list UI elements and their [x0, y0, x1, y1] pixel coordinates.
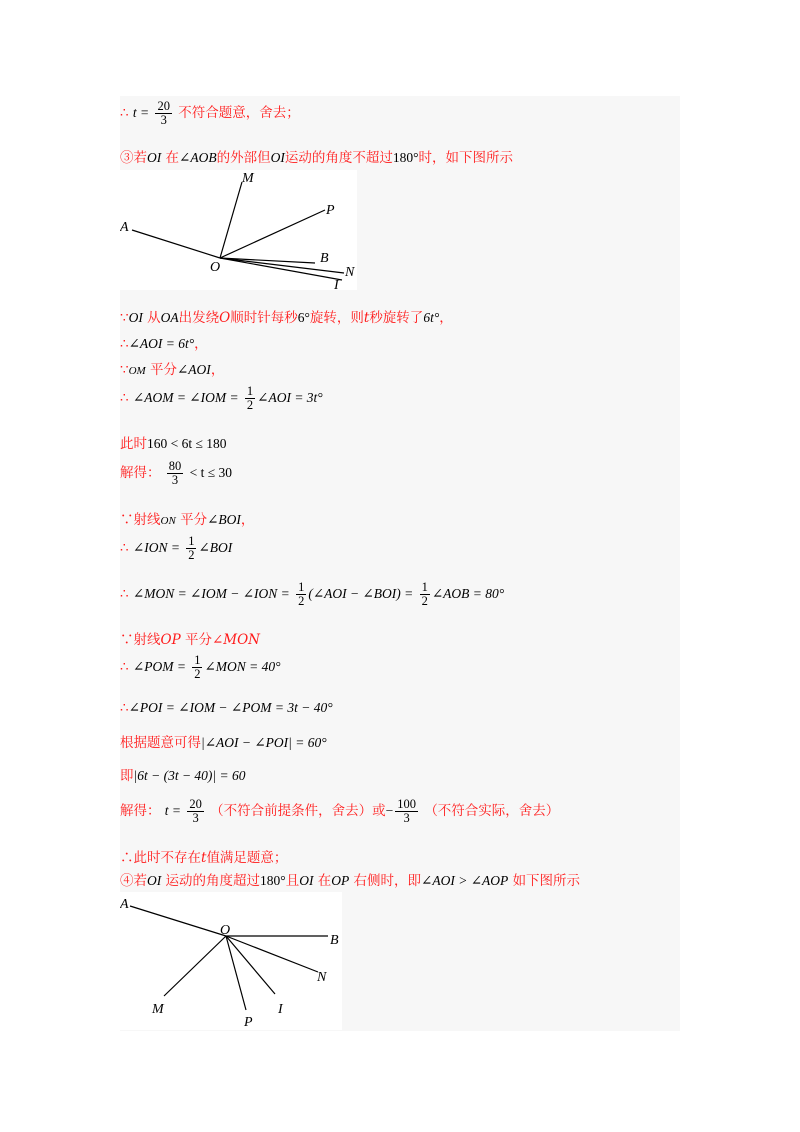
fraction: $\frac{1}{2}$	[298, 580, 305, 609]
fraction: $\frac{1}{2}$	[188, 534, 195, 563]
conclusion-line-1	[120, 100, 300, 127]
label-I: I	[334, 278, 339, 290]
fraction: $\frac{1}{2}$	[246, 384, 254, 413]
ray-OA	[132, 230, 220, 258]
range-condition: 此时160 < 6t ≤ 180	[120, 436, 227, 452]
angle-poi-equation: ∴∠POI = ∠IOM − ∠POM = 3t − 40°	[120, 700, 333, 716]
fraction: $\frac{100}{3}$	[397, 797, 417, 826]
therefore-symbol: ∴	[120, 105, 129, 122]
ray-OP	[220, 210, 325, 258]
om-bisects-statement: ∵OM 平分∠AOI，	[120, 362, 225, 378]
solution-rejected: 解得： t = $\frac{20}{3}$ （不符合前提条件，舍去）或− $\frac{100}{3}$ （不符合实际，舍去）	[120, 797, 560, 826]
figure-1-svg	[120, 170, 357, 290]
ray-OM	[164, 936, 226, 996]
case-3-heading: ③若OI 在∠AOB的外部但OI运动的角度不超过180°时，如下图所示	[120, 150, 514, 166]
angle-pom-equation: ∴ ∠POM = $\frac{1}{2}$ ∠MON = 40°	[120, 653, 281, 682]
label-P: P	[244, 1015, 253, 1030]
on-bisects-statement: ∵射线ON 平分∠BOI，	[120, 512, 255, 528]
text: 不符合题意，舍去；	[178, 105, 300, 122]
math-expression: t =	[132, 105, 150, 121]
label-O: O	[210, 260, 221, 275]
fraction: $\frac{1}{2}$	[421, 580, 428, 609]
angle-ion-equation: ∴ ∠ION = $\frac{1}{2}$ ∠BOI	[120, 534, 233, 563]
label-A: A	[120, 220, 129, 235]
rotation-statement: ∵OI 从OA出发绕O顺时针每秒6°旋转，则t秒旋转了6t°，	[120, 310, 453, 326]
absolute-value-equation: 即|6t − (3t − 40)| = 60	[120, 768, 246, 784]
angle-aom-equation: ∴ ∠AOM = ∠IOM = $\frac{1}{2}$ ∠AOI = 3t°	[120, 384, 323, 413]
ray-ON	[226, 936, 318, 972]
label-I: I	[278, 1002, 283, 1017]
label-O: O	[220, 923, 231, 938]
label-A: A	[120, 897, 129, 912]
label-M: M	[152, 1002, 164, 1017]
label-B: B	[330, 933, 339, 948]
condition-equation: 根据题意可得|∠AOI − ∠POI| = 60°	[120, 735, 327, 751]
fraction: $\frac{1}{2}$	[194, 653, 201, 682]
angle-mon-equation: ∴ ∠MON = ∠IOM − ∠ION = $\frac{1}{2}$ (∠AOI − ∠BOI) = $\frac{1}{2}$ ∠AOB = 80°	[120, 580, 505, 609]
label-M: M	[242, 171, 254, 186]
solution-range: 解得： $\frac{80}{3}$ < t ≤ 30	[120, 459, 232, 488]
fraction: $\frac{20}{3}$	[189, 797, 202, 826]
figure-2-svg	[120, 892, 342, 1030]
ray-OM	[220, 182, 242, 258]
fraction: $\frac{80}{3}$	[168, 459, 182, 488]
label-N: N	[345, 265, 355, 280]
case-4-heading: ④若OI 运动的角度超过180°且OI 在OP 右侧时，即∠AOI > ∠AOP 如下图所示	[120, 873, 581, 889]
op-bisects-statement: ∵射线OP 平分∠MON	[120, 632, 260, 648]
ray-OA	[130, 906, 226, 936]
label-P: P	[326, 203, 335, 218]
angle-aoi-equation: ∴∠AOI = 6t°，	[120, 336, 208, 352]
no-t-value-conclusion: ∴此时不存在t值满足题意；	[120, 850, 288, 866]
geometry-figure-2	[120, 892, 342, 1030]
fraction: $\frac{20}{3}$	[157, 99, 170, 128]
geometry-figure-1	[120, 170, 357, 290]
label-B: B	[320, 251, 329, 266]
label-N: N	[317, 970, 327, 985]
